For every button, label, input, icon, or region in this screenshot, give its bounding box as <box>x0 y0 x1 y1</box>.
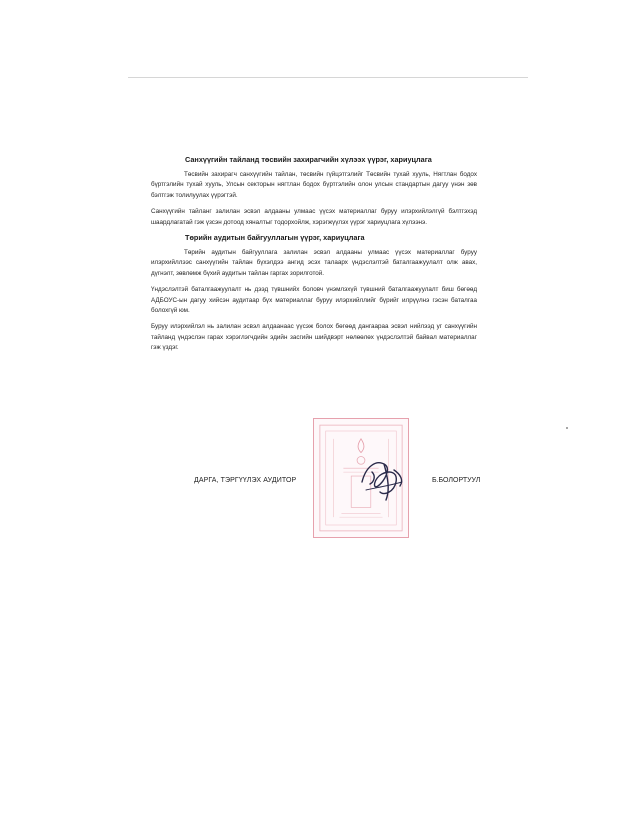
document-body <box>151 155 477 354</box>
scan-edge-line <box>128 77 528 78</box>
scan-speck <box>566 427 568 429</box>
section-title-management-responsibility: Санхүүгийн тайланд төсвийн захирагчийн хүлээх үүрэг, хариуцлага <box>185 155 432 164</box>
section-title-auditor-responsibility: Төрийн аудитын байгууллагын үүрэг, хариуцлага <box>185 233 365 243</box>
paragraph-auditor-3: Буруу илэрхийлэл нь залилан эсвэл алдаанаас үүсэж болох бөгөөд дангаараа эсвэл нийлээд уг санхүүгийн тайланд үндэслэн гарах хэрэглэгчдийн эдийн засгийн шийдвэрт нөлөөлөх үндэслэлтэй байвал материаллаг гэж үздэг. <box>151 323 477 352</box>
paragraph-auditor-1: Төрийн аудитын байгууллага залилан эсвэл алдааны улмаас үүсэх материаллаг буруу илэрхийллээс санхүүгийн тайлан бүхэлдээ ангид эсэх талаарх үндэслэлтэй баталгаажуулалт олж авах, дүгнэлт, зөвлөмж бүхий аудитын тайлан гаргах зорилготой. <box>151 249 477 277</box>
handwritten-signature <box>354 452 414 504</box>
signatory-title: ДАРГА, ТЭРГҮҮЛЭХ АУДИТОР <box>194 477 297 484</box>
signatory-name: Б.БОЛОРТУУЛ <box>432 477 481 484</box>
paragraph-management-2: Санхүүгийн тайланг залилан эсвэл алдааны улмаас үүсэх материаллаг буруу илэрхийлэлгүй бэлтгэхэд шаардлагатай гэж үзсэн дотоод хяналтыг тодорхойлж, хэрэгжүүлэх үүрэг хариуцлага хүлээнэ. <box>151 208 477 226</box>
paragraph-auditor-2: Үндэслэлтэй баталгаажуулалт нь дээд түвшнийх боловч үнэмлэхүй түвшний баталгаажуулалт биш бөгөөд АДБОУС-ын дагуу хийсэн аудитаар бүх материаллаг буруу илэрхийллийг бүрийг илрүүлнэ гэсэн баталгаа болохгүй юм. <box>151 286 477 315</box>
paragraph-management-1: Төсвийн захирагч санхүүгийн тайлан, төсвийн гүйцэтгэлийг Төсвийн тухай хууль, Нягтлан бодох бүртгэлийн тухай хууль, Улсын секторын нягтлан бодох бүртгэлийн олон улсын стандартын дагуу үнэн зөв бэлтгэж толилуулах үүрэгтэй. <box>151 171 477 199</box>
